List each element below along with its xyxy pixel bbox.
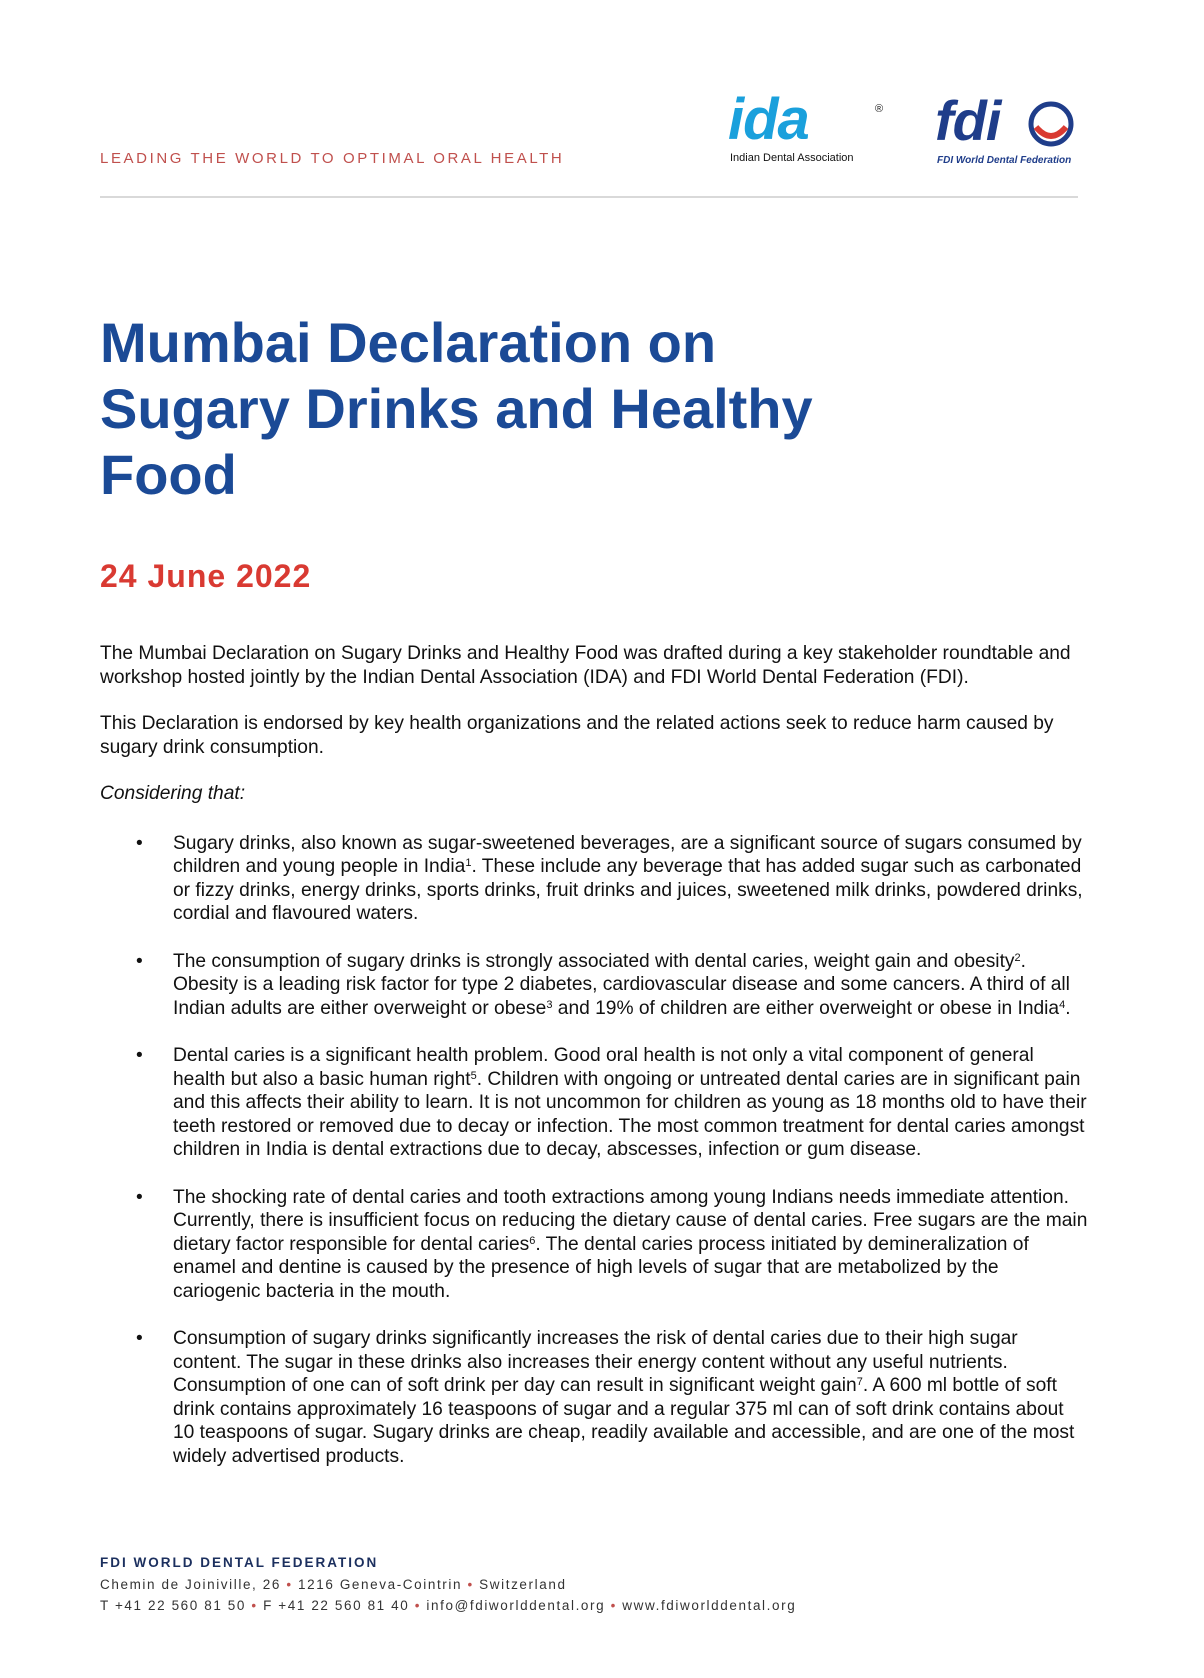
footer-country: Switzerland bbox=[479, 1577, 567, 1592]
footer-separator: • bbox=[610, 1598, 617, 1613]
ida-logo bbox=[728, 87, 888, 167]
intro-paragraph: This Declaration is endorsed by key health organizations and the related actions seek to reduce harm caused by sugary drink consumption. bbox=[100, 713, 1054, 758]
bullet-text: The consumption of sugary drinks is strongly associated with dental caries, weight gain and obesity bbox=[173, 950, 1015, 972]
considering-item bbox=[100, 950, 1090, 1021]
footer-organization: FDI WORLD DENTAL FEDERATION bbox=[100, 1555, 379, 1570]
bullet-marker: • bbox=[136, 1045, 143, 1066]
fdi-logo bbox=[935, 89, 1085, 167]
footer-separator: • bbox=[286, 1577, 293, 1592]
bullet-text: Consumption of sugary drinks significantly increases the risk of dental caries due to their high sugar content. The sugar in these drinks also increases their energy content without any useful nutrients. Consumption of one can of soft drink per day can result in significant weight gain bbox=[173, 1328, 1018, 1396]
footnote-reference: 2 bbox=[1014, 951, 1021, 964]
bullet-text: . Obesity is a leading risk factor for type 2 diabetes, cardiovascular disease and some cancers. A third of all Indian adults are either overweight or obese bbox=[173, 950, 1070, 1019]
bullet-marker: • bbox=[136, 1328, 143, 1349]
considering-item bbox=[100, 1044, 1090, 1162]
registered-mark: ® bbox=[875, 103, 884, 115]
bullet-marker: • bbox=[136, 832, 143, 854]
considering-list bbox=[100, 832, 1090, 1469]
bullet-text: . Children with ongoing or untreated dental caries are in significant pain and this affects their ability to learn. It is not uncommon for children as young as 18 months old to have their teeth restored or removed due to decay or infection. The most common treatment for dental caries amongst children in India is dental extractions due to decay, abscesses, infection or gum disease. bbox=[173, 1068, 1087, 1160]
footer-separator: • bbox=[414, 1598, 422, 1613]
considering-item bbox=[100, 832, 1090, 926]
footer-website-link[interactable]: www.fdiworlddental.org bbox=[622, 1598, 797, 1613]
ida-logo-wordmark: ida bbox=[728, 87, 809, 152]
footer-fax: F +41 22 560 81 40 bbox=[263, 1598, 410, 1613]
ida-logo-subtitle: Indian Dental Association bbox=[730, 152, 854, 164]
header-divider bbox=[100, 196, 1078, 198]
footnote-reference: 4 bbox=[1059, 998, 1066, 1011]
bullet-text: The shocking rate of dental caries and tooth extractions among young Indians needs immediate attention. Currently, there is insufficient focus on reducing the dietary cause of dental caries. Free sugars are the main dietary factor responsible for dental caries bbox=[173, 1186, 1088, 1255]
page-footer bbox=[100, 1555, 796, 1619]
bullet-text: Sugary drinks, also known as sugar-sweetened beverages, are a significant source of sugars consumed by children and young people in India bbox=[173, 832, 1082, 877]
bullet-text: and 19% of children are either overweight or obese in India bbox=[552, 997, 1060, 1019]
footer-phone: T +41 22 560 81 50 bbox=[100, 1598, 247, 1613]
bullet-text: Dental caries is a significant health problem. Good oral health is not only a vital component of general health but also a basic human right bbox=[173, 1045, 1034, 1090]
considering-heading: Considering that: bbox=[100, 783, 246, 804]
fdi-logo-subtitle: FDI World Dental Federation bbox=[937, 155, 1072, 166]
document-body bbox=[100, 642, 1090, 1492]
footnote-reference: 3 bbox=[546, 998, 553, 1011]
page-title: Mumbai Declaration on Sugary Drinks and Healthy Food bbox=[100, 311, 813, 506]
bullet-text: . A 600 ml bottle of soft drink contains approximately 16 teaspoons of sugar and a regular 375 ml can of soft drink contains about 10 teaspoons of sugar. Sugary drinks are cheap, readily available and accessible, and are one of the most widely advertised products. bbox=[173, 1375, 1075, 1467]
bullet-text: . These include any beverage that has added sugar such as carbonated or fizzy drinks, energy drinks, sports drinks, fruit drinks and juices, sweetened milk drinks, powdered drinks, cordial and flavoured waters. bbox=[173, 856, 1083, 924]
bullet-marker: • bbox=[136, 950, 143, 972]
footer-city: 1216 Geneva-Cointrin bbox=[298, 1577, 463, 1592]
declaration-date: 24 June 2022 bbox=[100, 558, 312, 594]
footer-address bbox=[100, 1577, 796, 1592]
fdi-logo-wordmark: fdi bbox=[935, 89, 1001, 152]
footnote-reference: 7 bbox=[856, 1376, 863, 1388]
footnote-reference: 1 bbox=[465, 857, 472, 869]
considering-item bbox=[100, 1186, 1090, 1304]
fdi-smile-icon bbox=[1026, 99, 1076, 149]
footnote-reference: 5 bbox=[470, 1069, 477, 1082]
bullet-text: . The dental caries process initiated by demineralization of enamel and dentine is caused by the presence of high levels of sugar that are metabolized by the cariogenic bacteria in the mouth. bbox=[173, 1233, 1029, 1302]
bullet-marker: • bbox=[136, 1186, 143, 1208]
footer-contacts bbox=[100, 1598, 796, 1613]
header-tagline: LEADING THE WORLD TO OPTIMAL ORAL HEALTH bbox=[100, 150, 565, 167]
considering-item bbox=[100, 1327, 1090, 1468]
footer-street: Chemin de Joiniville, 26 bbox=[100, 1577, 281, 1592]
footer-separator: • bbox=[467, 1577, 474, 1592]
footer-separator: • bbox=[251, 1598, 258, 1613]
footnote-reference: 6 bbox=[529, 1234, 536, 1247]
bullet-text: . bbox=[1065, 997, 1071, 1019]
footer-email-link[interactable]: info@fdiworlddental.org bbox=[426, 1598, 606, 1613]
intro-paragraph: The Mumbai Declaration on Sugary Drinks and Healthy Food was drafted during a key stakeholder roundtable and workshop hosted jointly by the Indian Dental Association (IDA) and FDI World Dental Federation (FDI). bbox=[100, 643, 1071, 688]
